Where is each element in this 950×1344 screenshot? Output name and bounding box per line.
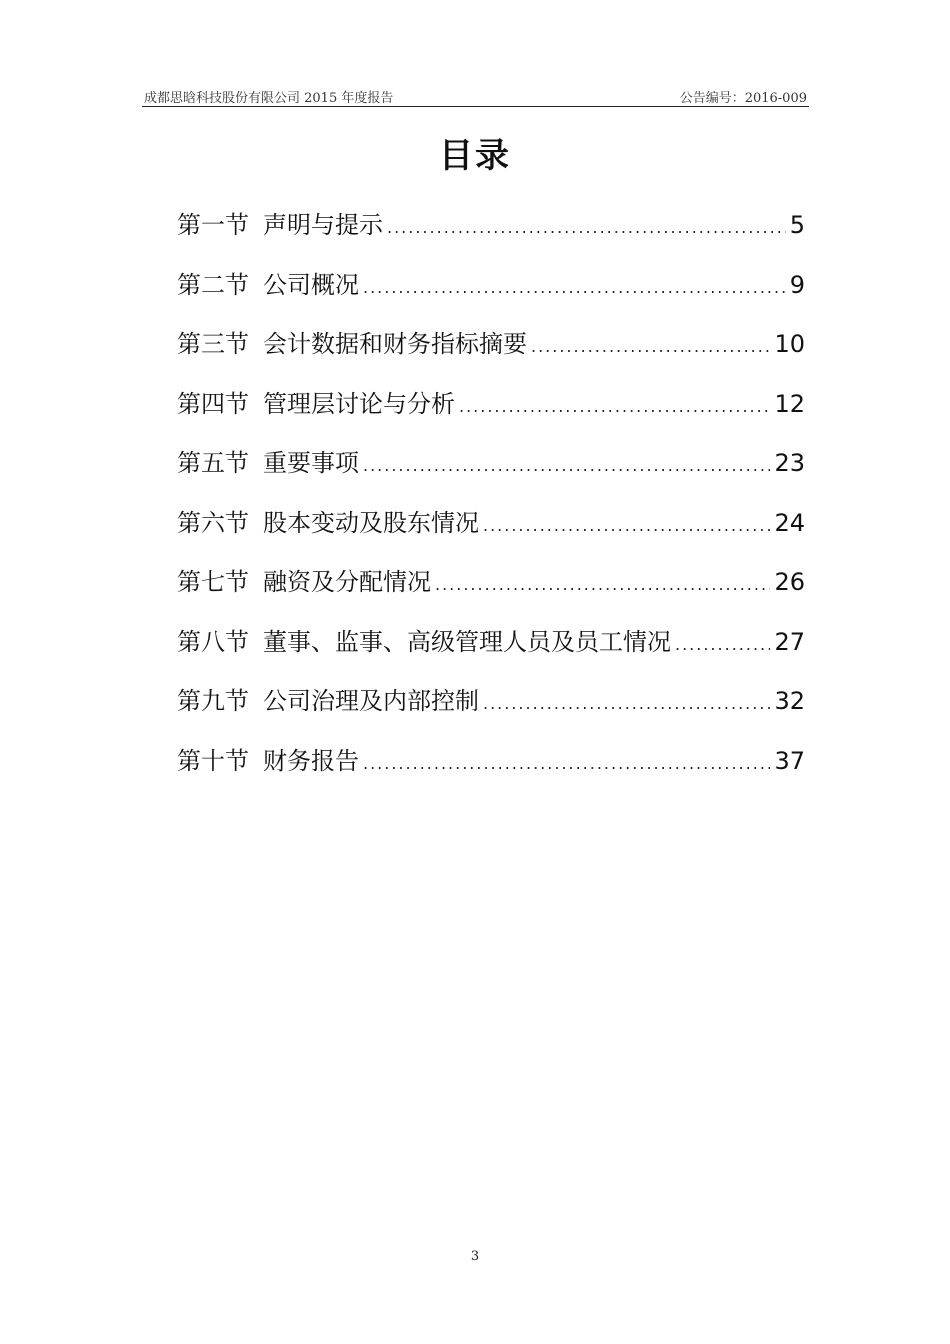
toc-entry[interactable] — [177, 738, 805, 798]
toc-dot-leader — [531, 324, 770, 370]
toc-page-number: 10 — [774, 330, 805, 358]
toc-section-number: 第九节 — [177, 687, 249, 715]
toc-dot-leader — [363, 265, 786, 311]
toc-section-name: 重要事项 — [263, 449, 359, 477]
toc-entry[interactable] — [177, 202, 805, 262]
toc-dot-leader — [483, 503, 770, 549]
toc-section-name: 股本变动及股东情况 — [263, 508, 479, 537]
toc-section-name: 会计数据和财务指标摘要 — [263, 330, 527, 358]
toc-section-name: 声明与提示 — [263, 211, 383, 239]
toc-page-number: 26 — [774, 568, 805, 596]
toc-section-number: 第一节 — [177, 211, 249, 239]
toc-section-name: 公司概况 — [263, 270, 359, 299]
toc-entry[interactable] — [177, 381, 805, 441]
toc-section-number: 第七节 — [177, 568, 249, 596]
toc-dot-leader — [435, 562, 770, 608]
toc-section-name: 融资及分配情况 — [263, 568, 431, 596]
toc-page-number: 23 — [774, 449, 805, 477]
toc-page-number: 27 — [774, 627, 805, 656]
toc-page-number: 24 — [774, 508, 805, 537]
toc-page-number: 12 — [774, 389, 805, 418]
toc-section-number: 第四节 — [177, 389, 249, 418]
toc-title: 目录 — [439, 136, 511, 176]
toc-entry[interactable] — [177, 678, 805, 738]
toc-page-number: 37 — [774, 746, 805, 775]
toc-entry[interactable] — [177, 500, 805, 560]
toc-entry[interactable] — [177, 619, 805, 679]
toc-dot-leader — [675, 622, 770, 668]
page-number: 3 — [470, 1249, 480, 1264]
toc-section-number: 第八节 — [177, 627, 249, 656]
header-announcement-number: 公告编号：2016-009 — [679, 91, 807, 106]
toc-section-number: 第六节 — [177, 508, 249, 537]
toc-section-name: 管理层讨论与分析 — [263, 389, 455, 418]
toc-dot-leader — [363, 443, 770, 489]
toc-section-number: 第十节 — [177, 746, 249, 775]
table-of-contents — [177, 202, 805, 797]
header-company-report: 成都思晗科技股份有限公司 2015 年度报告 — [144, 91, 394, 106]
toc-dot-leader — [363, 741, 770, 787]
toc-page-number: 9 — [789, 270, 805, 299]
toc-section-name: 财务报告 — [263, 746, 359, 775]
toc-page-number: 5 — [789, 211, 805, 239]
toc-section-name: 董事、监事、高级管理人员及员工情况 — [263, 627, 671, 656]
toc-dot-leader — [387, 205, 786, 251]
toc-entry[interactable] — [177, 262, 805, 322]
toc-entry[interactable] — [177, 559, 805, 619]
page-header — [142, 84, 809, 107]
toc-page-number: 32 — [774, 687, 805, 715]
toc-section-number: 第五节 — [177, 449, 249, 477]
toc-section-number: 第二节 — [177, 270, 249, 299]
toc-entry[interactable] — [177, 440, 805, 500]
toc-section-name: 公司治理及内部控制 — [263, 687, 479, 715]
toc-dot-leader — [459, 384, 770, 430]
toc-entry[interactable] — [177, 321, 805, 381]
toc-dot-leader — [483, 681, 770, 727]
toc-section-number: 第三节 — [177, 330, 249, 358]
